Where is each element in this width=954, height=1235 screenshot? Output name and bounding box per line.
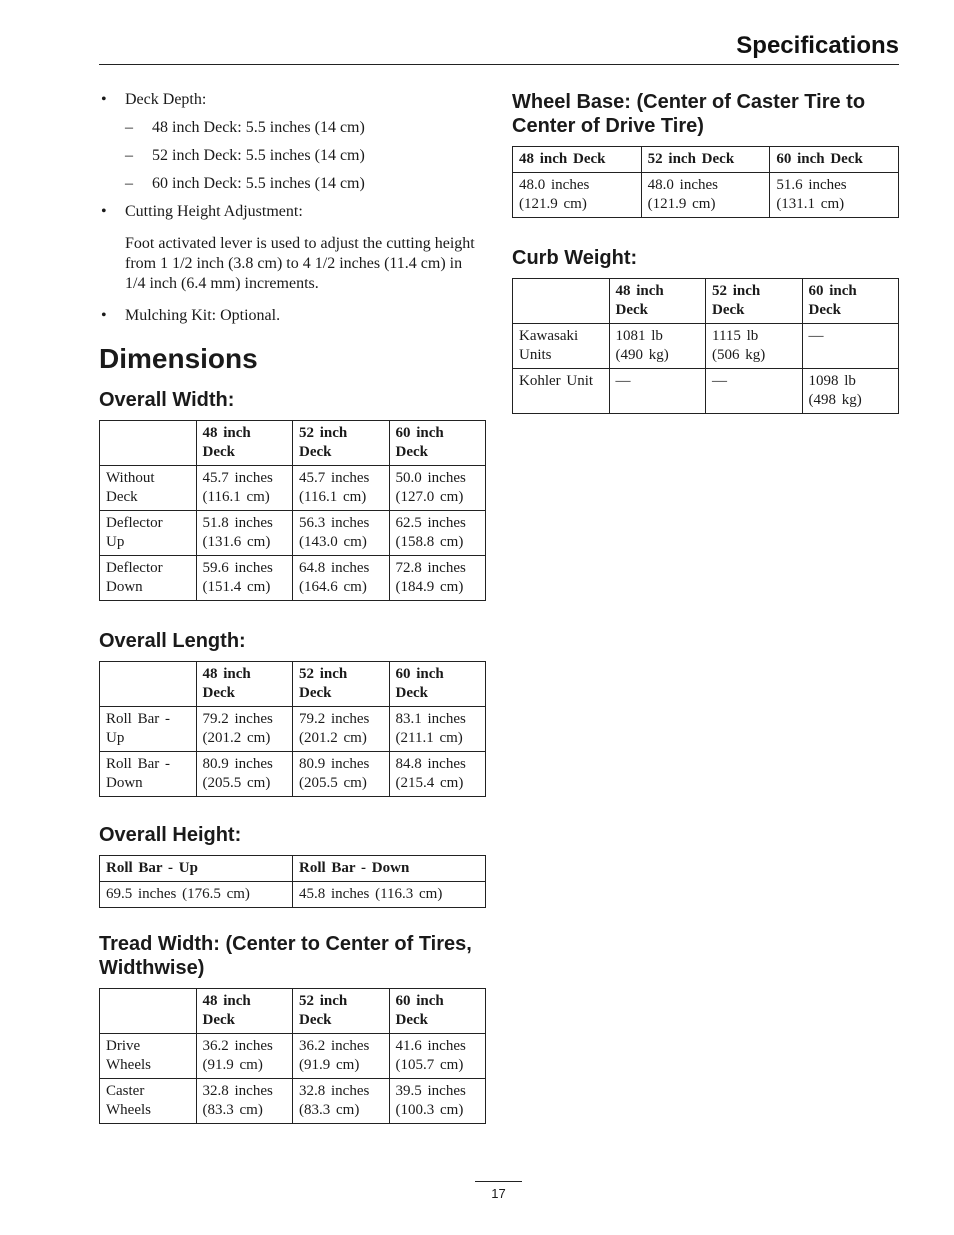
table-header-cell <box>389 989 486 1034</box>
cell-line: — <box>712 373 727 389</box>
cell-line: 48 inch Deck <box>519 151 606 167</box>
deck-depth-label: Deck Depth: <box>125 91 207 108</box>
cell-line: Roll Bar - Up <box>106 860 198 876</box>
table-cell <box>389 556 486 601</box>
table-header-cell <box>100 856 293 882</box>
cell-line: (116.1 cm) <box>299 489 367 505</box>
cell-line: (205.5 cm) <box>299 775 367 791</box>
dash-item <box>99 174 486 194</box>
cell-line: 80.9 inches <box>299 756 370 772</box>
cell-line: 41.6 inches <box>395 1038 466 1054</box>
deck-depth-48: 48 inch Deck: 5.5 inches (14 cm) <box>152 119 365 136</box>
cell-line: 36.2 inches <box>202 1038 273 1054</box>
cell-line: 64.8 inches <box>299 560 370 576</box>
cell-line: Deck <box>299 685 332 701</box>
dash-item <box>99 146 486 166</box>
table-header-row <box>100 662 486 707</box>
cell-line: (151.4 cm) <box>202 579 271 595</box>
cell-line: 60 inch <box>808 283 857 299</box>
cell-line: Deck <box>808 302 841 318</box>
table-cell <box>196 752 293 797</box>
table-cell <box>389 1079 486 1124</box>
table-header-cell <box>609 279 706 324</box>
table-cell <box>513 324 610 369</box>
table-row <box>100 1034 486 1079</box>
table-header-cell <box>100 989 197 1034</box>
table-cell <box>641 173 770 218</box>
cell-line: 48.0 inches <box>647 177 718 193</box>
table-cell <box>389 511 486 556</box>
cell-line: Up <box>106 534 125 550</box>
cell-line: 59.6 inches <box>202 560 273 576</box>
cell-line: (490 kg) <box>615 347 669 363</box>
cell-line: Down <box>106 579 143 595</box>
cell-line: (100.3 cm) <box>395 1102 464 1118</box>
cell-line: (131.6 cm) <box>202 534 271 550</box>
cell-line: — <box>808 328 824 344</box>
table-header-cell <box>513 147 642 173</box>
mulching-kit-text: Mulching Kit: Optional. <box>125 307 281 324</box>
overall-height-table <box>99 855 486 908</box>
cell-line: (131.1 cm) <box>776 196 845 212</box>
table-cell <box>196 1034 293 1079</box>
table-cell <box>389 752 486 797</box>
table-row <box>100 466 486 511</box>
cell-line: (127.0 cm) <box>395 489 464 505</box>
table-cell <box>513 369 610 414</box>
table-row <box>513 369 899 414</box>
cell-line: 1081 lb <box>615 328 663 344</box>
cell-line: (105.7 cm) <box>395 1057 464 1073</box>
cell-line: (215.4 cm) <box>395 775 464 791</box>
cell-line: Roll Bar - Down <box>299 860 410 876</box>
cell-line: 48 inch <box>202 993 251 1009</box>
left-column <box>99 90 486 1124</box>
table-header-cell <box>389 662 486 707</box>
table-cell <box>100 556 197 601</box>
deck-depth-52: 52 inch Deck: 5.5 inches (14 cm) <box>152 147 365 164</box>
table-cell <box>100 707 197 752</box>
table-row <box>100 707 486 752</box>
cell-line: (211.1 cm) <box>395 730 463 746</box>
bullet-mark: • <box>101 91 107 108</box>
table-header-cell <box>802 279 899 324</box>
cell-line: Up <box>106 730 125 746</box>
table-cell <box>706 324 803 369</box>
table-cell <box>706 369 803 414</box>
cell-line: Deck <box>712 302 745 318</box>
wheel-base-table <box>512 146 899 218</box>
table-cell <box>293 1079 390 1124</box>
cell-line: Deck <box>299 1012 332 1028</box>
cell-line: 60 inch <box>395 425 444 441</box>
cell-line: 51.6 inches <box>776 177 847 193</box>
cell-line: 69.5 inches (176.5 cm) <box>106 886 250 902</box>
table-cell <box>196 556 293 601</box>
cell-line: 84.8 inches <box>395 756 466 772</box>
cell-line: 48 inch <box>615 283 664 299</box>
cell-line: Roll Bar - <box>106 756 170 772</box>
page-header-title: Specifications <box>736 32 899 59</box>
cell-line: Deck <box>202 685 235 701</box>
cell-line: 32.8 inches <box>299 1083 370 1099</box>
cell-line: (91.9 cm) <box>202 1057 263 1073</box>
table-header-row <box>513 279 899 324</box>
cell-line: 45.7 inches <box>202 470 273 486</box>
cell-line: Units <box>519 347 552 363</box>
cell-line: 51.8 inches <box>202 515 273 531</box>
table-header-cell <box>196 662 293 707</box>
table-cell <box>513 173 642 218</box>
bullet-mulching <box>99 306 486 326</box>
cell-line: Deck <box>395 444 428 460</box>
table-header-row <box>100 421 486 466</box>
table-cell <box>802 369 899 414</box>
overall-width-heading: Overall Width: <box>99 389 235 411</box>
cell-line: (83.3 cm) <box>299 1102 360 1118</box>
cell-line: 79.2 inches <box>299 711 370 727</box>
cell-line: Deck <box>395 685 428 701</box>
deck-depth-60: 60 inch Deck: 5.5 inches (14 cm) <box>152 175 365 192</box>
table-header-cell <box>293 421 390 466</box>
cell-line: Roll Bar - <box>106 711 170 727</box>
cell-line: Deck <box>615 302 648 318</box>
cell-line: 1115 lb <box>712 328 759 344</box>
cell-line: (91.9 cm) <box>299 1057 360 1073</box>
table-cell <box>100 1034 197 1079</box>
cell-line: (121.9 cm) <box>519 196 587 212</box>
cell-line: Deflector <box>106 515 163 531</box>
table-header-cell <box>389 421 486 466</box>
table-row <box>513 173 899 218</box>
cell-line: 60 inch Deck <box>776 151 863 167</box>
overall-height-heading: Overall Height: <box>99 824 242 846</box>
table-row <box>100 556 486 601</box>
cell-line: 45.8 inches (116.3 cm) <box>299 886 443 902</box>
cell-line: Kohler Unit <box>519 373 594 389</box>
cell-line: Wheels <box>106 1102 151 1118</box>
cell-line: Deflector <box>106 560 163 576</box>
cutting-height-description: Foot activated lever is used to adjust the cutting height from 1 1/2 inch (3.8 cm) to 4 1/2 inches (11.4 cm) in 1/4 inch (6.4 mm) increments. <box>125 235 475 292</box>
cell-line: 50.0 inches <box>395 470 466 486</box>
cell-line: 36.2 inches <box>299 1038 370 1054</box>
cell-line: (83.3 cm) <box>202 1102 263 1118</box>
header-divider <box>99 64 899 65</box>
cutting-height-label: Cutting Height Adjustment: <box>125 203 303 220</box>
deck-spec-list <box>99 90 486 326</box>
table-row <box>100 511 486 556</box>
table-cell <box>100 466 197 511</box>
cell-line: 80.9 inches <box>202 756 273 772</box>
cell-line: 52 inch <box>299 666 348 682</box>
curb-weight-heading: Curb Weight: <box>512 247 638 269</box>
table-header-row <box>100 989 486 1034</box>
cell-line: 48 inch <box>202 425 251 441</box>
wheel-base-heading: Wheel Base: (Center of Caster Tire to Center of Drive Tire) <box>512 91 866 137</box>
cell-line: (201.2 cm) <box>299 730 367 746</box>
cell-line: (143.0 cm) <box>299 534 367 550</box>
cell-line: 79.2 inches <box>202 711 273 727</box>
cell-line: Wheels <box>106 1057 151 1073</box>
overall-width-table <box>99 420 486 601</box>
table-cell <box>770 173 899 218</box>
cell-line: (498 kg) <box>808 392 862 408</box>
bullet-deck-depth <box>99 90 486 110</box>
table-cell <box>293 556 390 601</box>
cell-line: Caster <box>106 1083 145 1099</box>
dash-item <box>99 118 486 138</box>
table-header-cell <box>100 421 197 466</box>
table-cell <box>389 707 486 752</box>
cell-line: Kawasaki <box>519 328 579 344</box>
dimensions-heading: Dimensions <box>99 343 258 374</box>
table-header-cell <box>293 662 390 707</box>
table-header-cell <box>196 989 293 1034</box>
table-cell <box>609 369 706 414</box>
table-cell <box>293 882 486 908</box>
table-header-cell <box>196 421 293 466</box>
curb-weight-table <box>512 278 899 414</box>
table-header-row <box>513 147 899 173</box>
table-cell <box>293 511 390 556</box>
table-cell <box>196 466 293 511</box>
cell-line: — <box>615 373 631 389</box>
cell-line: Deck <box>106 489 138 505</box>
table-row <box>513 324 899 369</box>
cell-line: 72.8 inches <box>395 560 466 576</box>
cell-line: 62.5 inches <box>395 515 466 531</box>
bullet-mark: • <box>101 307 107 324</box>
table-cell <box>100 752 197 797</box>
cell-line: Deck <box>299 444 332 460</box>
cell-line: (205.5 cm) <box>202 775 271 791</box>
right-column <box>512 90 899 414</box>
cell-line: 1098 lb <box>808 373 856 389</box>
table-header-cell <box>770 147 899 173</box>
table-cell <box>389 466 486 511</box>
bullet-mark: • <box>101 203 107 220</box>
cell-line: 52 inch Deck <box>647 151 735 167</box>
dash-mark: – <box>125 175 133 192</box>
dash-mark: – <box>125 119 133 136</box>
table-cell <box>389 1034 486 1079</box>
cell-line: (506 kg) <box>712 347 766 363</box>
page-number: 17 <box>491 1186 506 1201</box>
table-header-cell <box>641 147 770 173</box>
table-header-cell <box>706 279 803 324</box>
cell-line: 60 inch <box>395 666 444 682</box>
cell-line: (184.9 cm) <box>395 579 464 595</box>
table-row <box>100 752 486 797</box>
dash-mark: – <box>125 147 133 164</box>
tread-width-table <box>99 988 486 1124</box>
cell-line: 39.5 inches <box>395 1083 466 1099</box>
table-cell <box>196 707 293 752</box>
table-header-cell <box>513 279 610 324</box>
cell-line: Deck <box>395 1012 428 1028</box>
table-row <box>100 1079 486 1124</box>
cell-line: 52 inch <box>712 283 761 299</box>
table-row <box>100 882 486 908</box>
tread-width-heading: Tread Width: (Center to Center of Tires, Widthwise) <box>99 933 472 979</box>
cell-line: Deck <box>202 444 235 460</box>
cell-line: Down <box>106 775 143 791</box>
cell-line: 48.0 inches <box>519 177 590 193</box>
bullet-cutting-height <box>99 202 486 222</box>
cell-line: 56.3 inches <box>299 515 370 531</box>
table-cell <box>100 1079 197 1124</box>
table-cell <box>196 511 293 556</box>
table-cell <box>293 752 390 797</box>
table-cell <box>100 511 197 556</box>
table-cell <box>293 1034 390 1079</box>
table-cell <box>609 324 706 369</box>
cell-line: 52 inch <box>299 425 348 441</box>
cell-line: Deck <box>202 1012 235 1028</box>
cell-line: 52 inch <box>299 993 348 1009</box>
overall-length-heading: Overall Length: <box>99 630 246 652</box>
table-cell <box>100 882 293 908</box>
cell-line: (121.9 cm) <box>647 196 716 212</box>
cell-line: 83.1 inches <box>395 711 466 727</box>
cell-line: (116.1 cm) <box>202 489 270 505</box>
table-cell <box>802 324 899 369</box>
table-header-cell <box>293 856 486 882</box>
table-cell <box>293 466 390 511</box>
overall-length-table <box>99 661 486 797</box>
table-header-row <box>100 856 486 882</box>
cell-line: 60 inch <box>395 993 444 1009</box>
cell-line: Without <box>106 470 155 486</box>
cell-line: 48 inch <box>202 666 251 682</box>
cell-line: (201.2 cm) <box>202 730 271 746</box>
cell-line: (164.6 cm) <box>299 579 367 595</box>
table-cell <box>196 1079 293 1124</box>
cell-line: Drive <box>106 1038 141 1054</box>
cell-line: (158.8 cm) <box>395 534 464 550</box>
cell-line: 32.8 inches <box>202 1083 273 1099</box>
table-cell <box>293 707 390 752</box>
table-header-cell <box>100 662 197 707</box>
page-number-rule <box>475 1181 522 1182</box>
table-header-cell <box>293 989 390 1034</box>
cell-line: 45.7 inches <box>299 470 370 486</box>
